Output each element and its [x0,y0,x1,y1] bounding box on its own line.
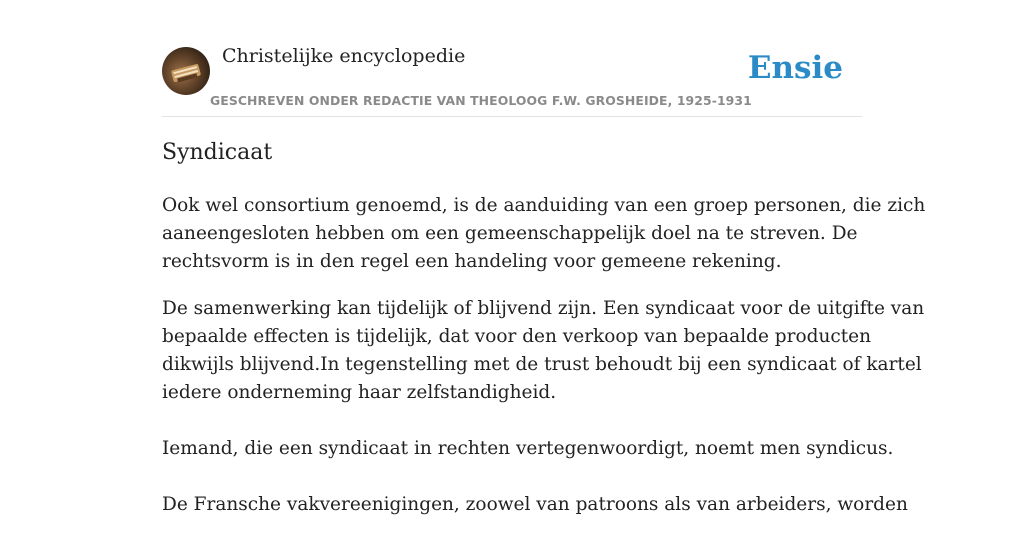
text-line: De samenwerking kan tijdelijk of blijvend zijn. Een syndicaat voor de uitgifte van [162,298,925,319]
text-line: rechtsvorm is in den regel een handeling voor gemeene rekening. [162,251,782,272]
article-paragraph [162,192,926,276]
article-title: Syndicaat [162,140,273,165]
page [162,0,926,515]
site-logo[interactable] [162,47,210,95]
site-title[interactable]: Christelijke encyclopedie [222,45,466,67]
text-line: De Fransche vakvereenigingen, zoowel van patroons als van arbeiders, worden [162,494,908,515]
site-subtitle: GESCHREVEN ONDER REDACTIE VAN THEOLOOG F.W. GROSHEIDE, 1925-1931 [210,93,752,108]
text-line: aaneengesloten hebben om een gemeenschappelijk doel na te streven. De [162,223,858,244]
article-paragraph [162,295,925,519]
text-line: dikwijls blijvend.In tegenstelling met de trust behoudt bij een syndicaat of kartel [162,354,922,375]
text-line: bepaalde effecten is tijdelijk, dat voor den verkoop van bepaalde producten [162,326,872,347]
text-line: Ook wel consortium genoemd, is de aanduiding van een groep personen, die zich [162,195,926,216]
line-break [162,463,862,491]
book-icon [162,47,210,95]
line-break [162,407,862,435]
site-header [162,0,862,117]
text-line: iedere onderneming haar zelfstandigheid. [162,382,557,403]
brand-logo-link[interactable]: Ensie [747,50,843,86]
article-body [162,192,926,538]
text-line: Iemand, die een syndicaat in rechten vertegenwoordigt, noemt men syndicus. [162,438,894,459]
